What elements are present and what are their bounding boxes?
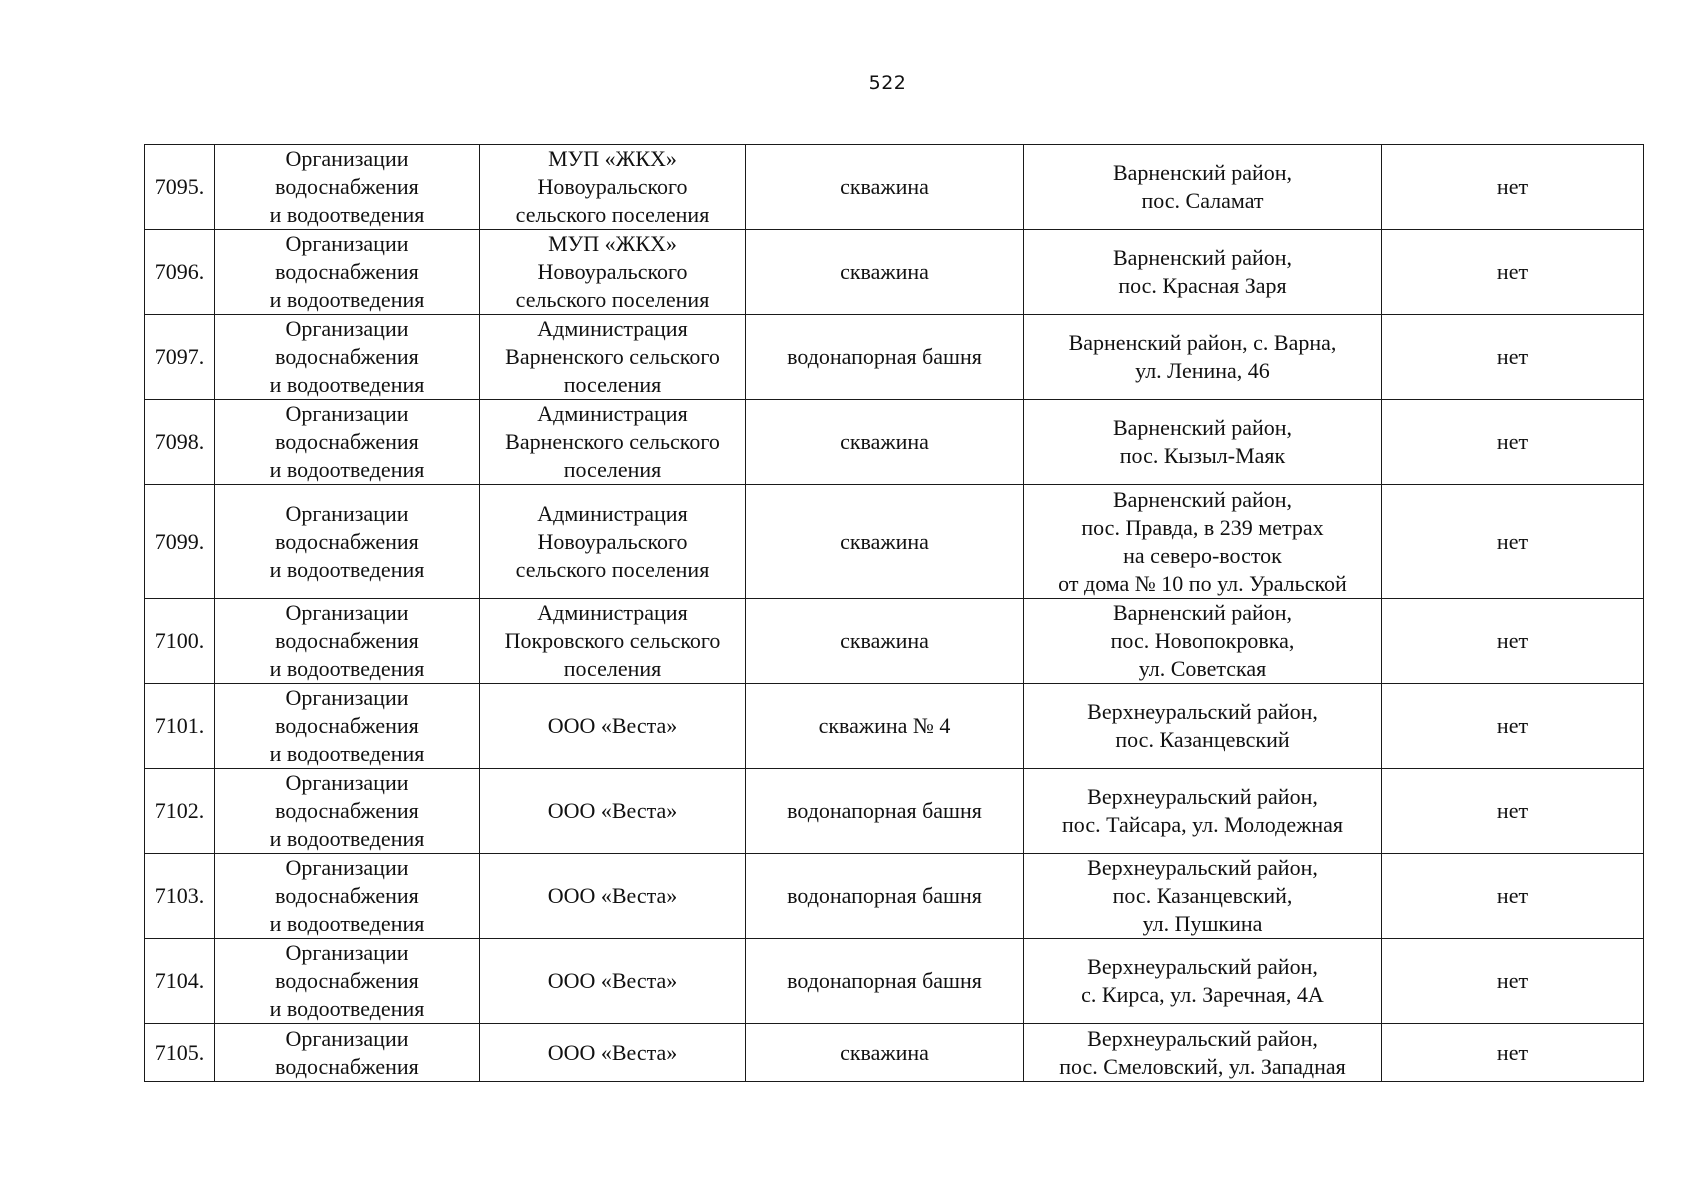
cell-organization-line: Новоуральского bbox=[537, 174, 688, 199]
cell-org-type-line: и водоотведения bbox=[269, 457, 425, 482]
cell-organization-line: поселения bbox=[563, 656, 662, 681]
cell-address-line: пос. Казанцевский, bbox=[1112, 883, 1293, 908]
cell-object bbox=[746, 145, 1024, 230]
cell-org-type-line: и водоотведения bbox=[269, 287, 425, 312]
cell-address bbox=[1024, 485, 1382, 599]
cell-address bbox=[1024, 854, 1382, 939]
table-row bbox=[145, 145, 1644, 230]
cell-organization-line: ООО «Веста» bbox=[547, 968, 678, 993]
cell-number: 7102. bbox=[145, 769, 215, 854]
cell-address-line: Варненский район, bbox=[1112, 415, 1293, 440]
cell-org-type bbox=[215, 485, 480, 599]
cell-org-type-line: и водоотведения bbox=[269, 372, 425, 397]
cell-flag: нет bbox=[1382, 485, 1644, 599]
cell-organization-line: Новоуральского bbox=[537, 528, 688, 554]
cell-org-type-line: Организации bbox=[285, 685, 409, 710]
cell-object-line: скважина bbox=[840, 628, 929, 653]
cell-org-type bbox=[215, 599, 480, 684]
cell-address-line: пос. Новопокровка, bbox=[1110, 628, 1295, 653]
cell-org-type-line: и водоотведения bbox=[269, 202, 425, 227]
cell-org-type bbox=[215, 769, 480, 854]
table-row bbox=[145, 315, 1644, 400]
cell-organization-line: сельского поселения bbox=[515, 287, 710, 312]
cell-org-type-line: Организации bbox=[285, 500, 409, 526]
cell-org-type-line: водоснабжения bbox=[275, 883, 419, 908]
cell-number: 7099. bbox=[145, 485, 215, 599]
cell-number: 7104. bbox=[145, 939, 215, 1024]
cell-org-type-line: Организации bbox=[285, 401, 409, 426]
cell-address bbox=[1024, 315, 1382, 400]
cell-org-type-line: Организации bbox=[285, 940, 409, 965]
cell-organization-line: поселения bbox=[563, 457, 662, 482]
cell-address bbox=[1024, 145, 1382, 230]
table-row bbox=[145, 854, 1644, 939]
cell-org-type-line: Организации bbox=[285, 231, 409, 256]
cell-flag: нет bbox=[1382, 939, 1644, 1024]
cell-object-line: скважина № 4 bbox=[818, 713, 951, 738]
cell-object-line: водонапорная башня bbox=[787, 883, 982, 908]
cell-org-type-line: водоснабжения bbox=[275, 259, 419, 284]
cell-organization-line: Варненского сельского bbox=[505, 344, 720, 369]
cell-flag: нет bbox=[1382, 684, 1644, 769]
cell-org-type-line: и водоотведения bbox=[269, 996, 425, 1021]
cell-org-type-line: Организации bbox=[285, 316, 409, 341]
table-row bbox=[145, 230, 1644, 315]
cell-address-line: на северо-восток bbox=[1123, 542, 1282, 568]
cell-organization-line: ООО «Веста» bbox=[547, 713, 678, 738]
cell-address-line: Варненский район, с. Варна, bbox=[1068, 330, 1337, 355]
cell-address-line: Варненский район, bbox=[1112, 245, 1293, 270]
cell-org-type-line: водоснабжения bbox=[275, 713, 419, 738]
cell-address bbox=[1024, 1024, 1382, 1082]
cell-address-line: ул. Ленина, 46 bbox=[1135, 358, 1270, 383]
cell-address bbox=[1024, 599, 1382, 684]
table-row bbox=[145, 1024, 1644, 1082]
cell-flag: нет bbox=[1382, 145, 1644, 230]
cell-number: 7105. bbox=[145, 1024, 215, 1082]
cell-address-line: Варненский район, bbox=[1112, 486, 1293, 512]
cell-organization-line: сельского поселения bbox=[515, 202, 710, 227]
cell-organization bbox=[480, 400, 746, 485]
cell-address-line: Верхнеуральский район, bbox=[1087, 1025, 1318, 1051]
cell-address bbox=[1024, 769, 1382, 854]
cell-organization bbox=[480, 230, 746, 315]
cell-org-type-line: водоснабжения bbox=[275, 174, 419, 199]
cell-flag: нет bbox=[1382, 599, 1644, 684]
table-row bbox=[145, 599, 1644, 684]
cell-organization bbox=[480, 315, 746, 400]
cell-object bbox=[746, 230, 1024, 315]
cell-address-line: пос. Кызыл-Маяк bbox=[1119, 443, 1286, 468]
cell-org-type-line: водоснабжения bbox=[275, 1053, 419, 1079]
cell-address-line: от дома № 10 по ул. Уральской bbox=[1058, 570, 1347, 596]
cell-organization bbox=[480, 145, 746, 230]
cell-organization-line: МУП «ЖКХ» bbox=[548, 231, 677, 256]
cell-organization-line: сельского поселения bbox=[515, 556, 710, 582]
cell-org-type-line: водоснабжения bbox=[275, 344, 419, 369]
registry-table bbox=[144, 144, 1644, 1082]
cell-org-type-line: водоснабжения bbox=[275, 798, 419, 823]
table-row bbox=[145, 769, 1644, 854]
cell-organization bbox=[480, 1024, 746, 1082]
cell-organization-line: Администрация bbox=[537, 316, 688, 341]
cell-org-type-line: и водоотведения bbox=[269, 656, 425, 681]
cell-address bbox=[1024, 400, 1382, 485]
cell-number: 7098. bbox=[145, 400, 215, 485]
cell-flag: нет bbox=[1382, 769, 1644, 854]
cell-address-line: пос. Смеловский, ул. Западная bbox=[1059, 1053, 1346, 1079]
cell-object bbox=[746, 400, 1024, 485]
cell-address-line: ул. Пушкина bbox=[1142, 911, 1263, 936]
cell-address-line: с. Кирса, ул. Заречная, 4А bbox=[1081, 982, 1324, 1007]
cell-address bbox=[1024, 684, 1382, 769]
cell-organization-line: Варненского сельского bbox=[505, 429, 720, 454]
cell-object-line: водонапорная башня bbox=[787, 968, 982, 993]
cell-organization bbox=[480, 769, 746, 854]
cell-organization-line: ООО «Веста» bbox=[547, 883, 678, 908]
cell-org-type-line: Организации bbox=[285, 600, 409, 625]
cell-address-line: Варненский район, bbox=[1112, 160, 1293, 185]
cell-object bbox=[746, 1024, 1024, 1082]
table-row bbox=[145, 485, 1644, 599]
cell-org-type bbox=[215, 1024, 480, 1082]
cell-org-type bbox=[215, 854, 480, 939]
cell-flag: нет bbox=[1382, 230, 1644, 315]
cell-organization-line: Администрация bbox=[537, 401, 688, 426]
cell-org-type-line: Организации bbox=[285, 855, 409, 880]
cell-address bbox=[1024, 939, 1382, 1024]
cell-flag: нет bbox=[1382, 854, 1644, 939]
cell-address-line: Верхнеуральский район, bbox=[1087, 699, 1318, 724]
cell-flag: нет bbox=[1382, 400, 1644, 485]
cell-address-line: пос. Саламат bbox=[1141, 188, 1264, 213]
cell-number: 7101. bbox=[145, 684, 215, 769]
cell-number: 7103. bbox=[145, 854, 215, 939]
cell-org-type-line: и водоотведения bbox=[269, 911, 425, 936]
cell-object-line: скважина bbox=[840, 174, 929, 199]
registry-table-body bbox=[145, 145, 1644, 1082]
cell-org-type-line: Организации bbox=[285, 146, 409, 171]
cell-object bbox=[746, 684, 1024, 769]
cell-organization bbox=[480, 684, 746, 769]
cell-organization bbox=[480, 854, 746, 939]
cell-organization-line: МУП «ЖКХ» bbox=[548, 146, 677, 171]
cell-org-type-line: водоснабжения bbox=[275, 968, 419, 993]
cell-address-line: Верхнеуральский район, bbox=[1087, 784, 1318, 809]
table-row bbox=[145, 939, 1644, 1024]
cell-object-line: скважина bbox=[840, 528, 929, 554]
cell-object-line: скважина bbox=[840, 429, 929, 454]
cell-number: 7095. bbox=[145, 145, 215, 230]
cell-org-type-line: водоснабжения bbox=[275, 628, 419, 653]
table-row bbox=[145, 684, 1644, 769]
page-number: 522 bbox=[868, 72, 907, 94]
cell-object-line: скважина bbox=[840, 1039, 929, 1065]
cell-org-type bbox=[215, 939, 480, 1024]
cell-organization-line: Покровского сельского bbox=[504, 628, 721, 653]
cell-address-line: пос. Казанцевский bbox=[1115, 727, 1290, 752]
cell-address-line: ул. Советская bbox=[1138, 656, 1267, 681]
cell-number: 7100. bbox=[145, 599, 215, 684]
cell-organization-line: ООО «Веста» bbox=[547, 1039, 678, 1065]
cell-flag: нет bbox=[1382, 315, 1644, 400]
cell-address-line: пос. Красная Заря bbox=[1118, 273, 1287, 298]
cell-organization bbox=[480, 939, 746, 1024]
cell-object-line: скважина bbox=[840, 259, 929, 284]
cell-object-line: водонапорная башня bbox=[787, 798, 982, 823]
cell-organization-line: поселения bbox=[563, 372, 662, 397]
cell-org-type bbox=[215, 684, 480, 769]
cell-org-type-line: Организации bbox=[285, 770, 409, 795]
cell-org-type-line: водоснабжения bbox=[275, 429, 419, 454]
cell-address-line: пос. Тайсара, ул. Молодежная bbox=[1062, 812, 1343, 837]
cell-flag: нет bbox=[1382, 1024, 1644, 1082]
cell-address-line: пос. Правда, в 239 метрах bbox=[1081, 514, 1324, 540]
cell-org-type bbox=[215, 400, 480, 485]
cell-org-type bbox=[215, 145, 480, 230]
cell-object bbox=[746, 599, 1024, 684]
cell-org-type-line: Организации bbox=[285, 1025, 409, 1051]
cell-number: 7097. bbox=[145, 315, 215, 400]
cell-organization bbox=[480, 599, 746, 684]
cell-org-type-line: и водоотведения bbox=[269, 826, 425, 851]
cell-object bbox=[746, 315, 1024, 400]
cell-organization-line: Администрация bbox=[537, 600, 688, 625]
cell-org-type-line: и водоотведения bbox=[269, 741, 425, 766]
cell-organization-line: ООО «Веста» bbox=[547, 798, 678, 823]
cell-org-type-line: и водоотведения bbox=[269, 556, 425, 582]
cell-address-line: Варненский район, bbox=[1112, 600, 1293, 625]
cell-object bbox=[746, 939, 1024, 1024]
cell-address-line: Верхнеуральский район, bbox=[1087, 855, 1318, 880]
cell-object bbox=[746, 485, 1024, 599]
cell-number: 7096. bbox=[145, 230, 215, 315]
cell-organization-line: Администрация bbox=[537, 500, 688, 526]
cell-address-line: Верхнеуральский район, bbox=[1087, 954, 1318, 979]
cell-object-line: водонапорная башня bbox=[787, 344, 982, 369]
cell-object bbox=[746, 769, 1024, 854]
cell-org-type bbox=[215, 315, 480, 400]
cell-address bbox=[1024, 230, 1382, 315]
table-row bbox=[145, 400, 1644, 485]
cell-object bbox=[746, 854, 1024, 939]
cell-org-type-line: водоснабжения bbox=[275, 528, 419, 554]
cell-organization-line: Новоуральского bbox=[537, 259, 688, 284]
cell-org-type bbox=[215, 230, 480, 315]
cell-organization bbox=[480, 485, 746, 599]
